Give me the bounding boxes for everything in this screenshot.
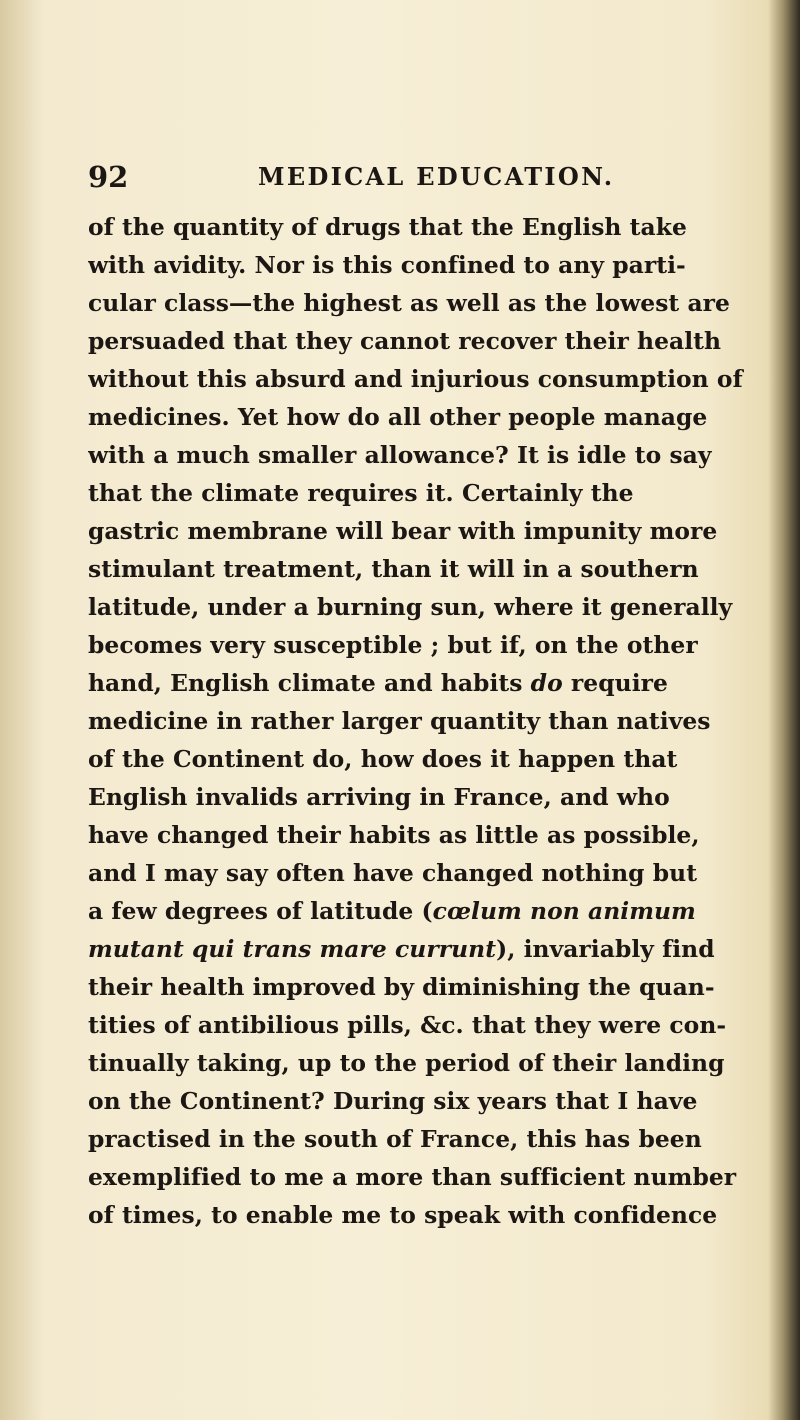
text-line <box>88 854 764 892</box>
left-page-margin-shadow <box>0 0 42 1420</box>
text-run: stimulant treatment, than it will in a southern <box>88 555 699 583</box>
text-run: cular class—the highest as well as the lowest are <box>88 289 730 317</box>
text-run: of times, to enable me to speak with confidence <box>88 1201 718 1229</box>
text-line <box>88 284 764 322</box>
page-number: 92 <box>88 160 129 194</box>
text-line <box>88 1082 764 1120</box>
text-run: exemplified to me a more than sufficient number <box>88 1163 737 1191</box>
text-line <box>88 550 764 588</box>
text-line <box>88 1158 764 1196</box>
text-line <box>88 968 764 1006</box>
text-line <box>88 398 764 436</box>
text-line <box>88 778 764 816</box>
text-line <box>88 208 764 246</box>
running-head <box>88 160 768 194</box>
text-run: their health improved by diminishing the quan- <box>88 973 715 1001</box>
italic-text-run: do <box>530 669 563 697</box>
text-line <box>88 930 764 968</box>
text-line <box>88 588 764 626</box>
text-run: with avidity. Nor is this confined to any parti- <box>88 251 686 279</box>
text-line <box>88 512 764 550</box>
text-run: of the quantity of drugs that the English take <box>88 213 687 241</box>
right-page-gutter-shadow <box>768 0 800 1420</box>
text-run: and I may say often have changed nothing but <box>88 859 698 887</box>
text-line <box>88 626 764 664</box>
italic-text-run: cœlum non animum <box>432 897 696 925</box>
text-line <box>88 246 764 284</box>
text-line <box>88 892 764 930</box>
italic-text-run: mutant qui trans mare currunt <box>88 935 497 963</box>
text-run: with a much smaller allowance? It is idle to say <box>88 441 712 469</box>
text-line <box>88 740 764 778</box>
text-run: without this absurd and injurious consumption of <box>88 365 743 393</box>
text-run: practised in the south of France, this has been <box>88 1125 702 1153</box>
text-line <box>88 702 764 740</box>
text-line <box>88 1196 764 1234</box>
text-run: ), invariably find <box>496 935 715 963</box>
text-run: have changed their habits as little as possible, <box>88 821 700 849</box>
text-run: gastric membrane will bear with impunity more <box>88 517 718 545</box>
text-line <box>88 1044 764 1082</box>
text-line <box>88 360 764 398</box>
text-run: persuaded that they cannot recover their health <box>88 327 722 355</box>
text-run: English invalids arriving in France, and who <box>88 783 670 811</box>
text-run: on the Continent? During six years that I have <box>88 1087 698 1115</box>
running-title: MEDICAL EDUCATION. <box>258 162 615 191</box>
page-body <box>88 208 764 1234</box>
text-run: of the Continent do, how does it happen that <box>88 745 678 773</box>
text-line <box>88 1006 764 1044</box>
text-line <box>88 664 764 702</box>
text-run: medicine in rather larger quantity than natives <box>88 707 711 735</box>
text-run: medicines. Yet how do all other people manage <box>88 403 708 431</box>
text-run: becomes very susceptible ; but if, on the other <box>88 631 698 659</box>
text-line <box>88 1120 764 1158</box>
text-run: latitude, under a burning sun, where it generally <box>88 593 733 621</box>
text-run: that the climate requires it. Certainly the <box>88 479 634 507</box>
text-line <box>88 436 764 474</box>
text-run: hand, English climate and habits <box>88 669 531 697</box>
text-line <box>88 816 764 854</box>
text-line <box>88 322 764 360</box>
text-run: tinually taking, up to the period of their landing <box>88 1049 725 1077</box>
text-run: a few degrees of latitude ( <box>88 897 433 925</box>
text-line <box>88 474 764 512</box>
text-run: tities of antibilious pills, &c. that they were con- <box>88 1011 727 1039</box>
text-run: require <box>562 669 668 697</box>
